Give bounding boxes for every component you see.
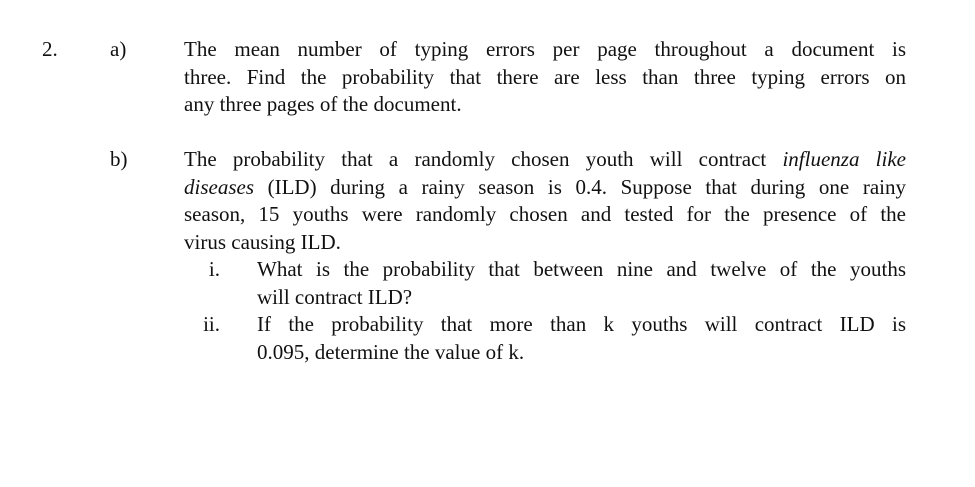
sub-ii-line-2: 0.095, determine the value of k. [257,339,525,364]
part-b-line-2-italic: diseases [184,174,254,199]
part-b-line-1-italic: influenza like [782,147,906,171]
part-b-text [184,146,906,256]
part-b-line-4: virus causing ILD. [184,229,341,254]
part-a-line-2: three. Find the probability that there are less than three typing errors on [184,64,906,89]
sub-ii-text [257,311,906,366]
sub-i-line-1: What is the probability that between nine and twelve of the youths [257,257,906,281]
part-a-line-3: any three pages of the document. [184,92,462,116]
question-number: 2. [42,37,58,61]
part-b-line-3: season, 15 youths were randomly chosen and tested for the presence of the [184,202,906,226]
part-a-text [184,36,906,119]
part-a-label: a) [110,37,127,61]
part-a-line-1: The mean number of typing errors per page throughout a document is [184,37,906,61]
sub-ii-label: ii. [203,312,220,336]
sub-i-label: i. [208,257,220,281]
part-b-line-1 [184,146,906,174]
part-b-line-1-text: The probability that a randomly chosen youth will contract [184,147,783,171]
sub-ii-line-1: If the probability that more than k youths will contract ILD is [257,312,906,336]
sub-i-text [257,256,906,311]
part-b-label: b) [110,147,128,171]
part-b-line-2-text: (ILD) during a rainy season is 0.4. Suppose that during one rainy [254,174,906,199]
part-b-line-2 [184,174,906,202]
sub-i-line-2: will contract ILD? [257,284,413,309]
